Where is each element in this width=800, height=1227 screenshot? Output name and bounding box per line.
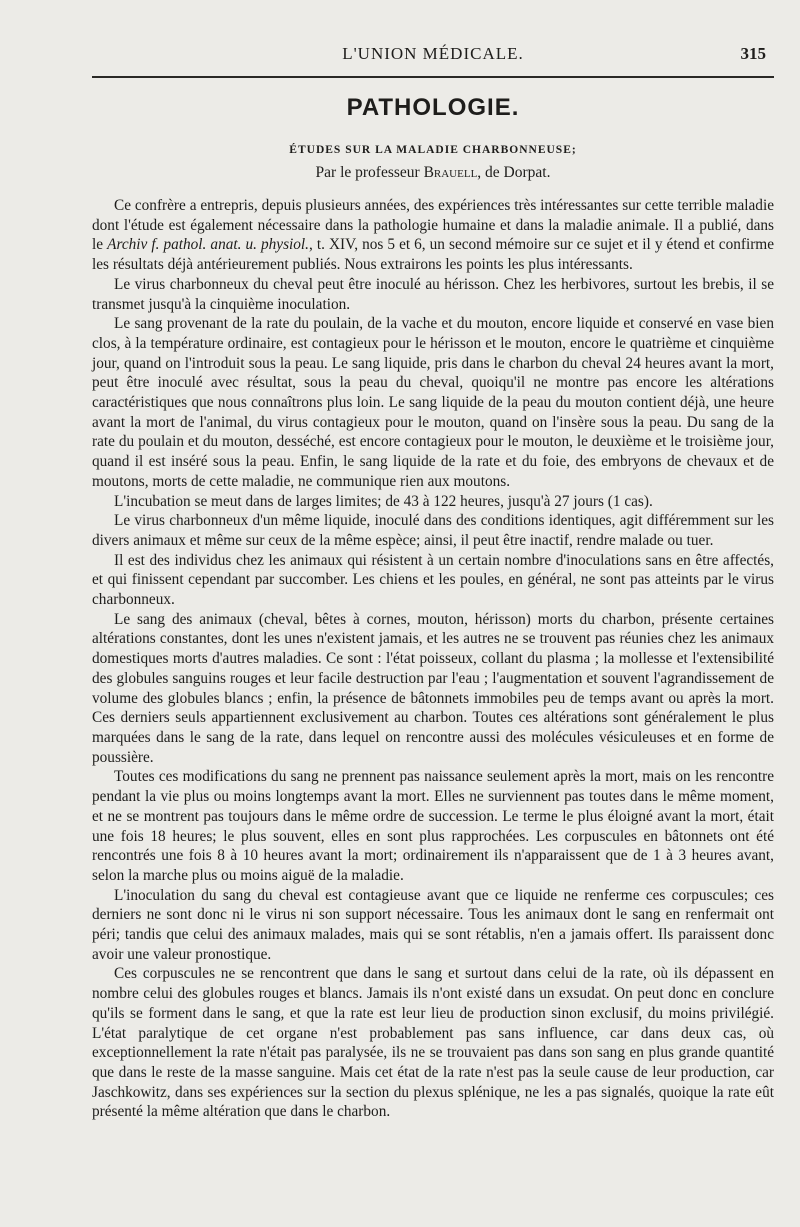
paragraph: Le virus charbonneux du cheval peut être inoculé au hérisson. Chez les herbivores, surtout les brebis, il se transmet jusqu'à la cinquième inoculation. [92,275,774,313]
byline-suffix: , de Dorpat. [477,164,551,181]
page-header [92,44,774,74]
article-title: ÉTUDES SUR LA MALADIE CHARBONNEUSE; [289,144,577,156]
byline [92,164,774,182]
paragraph: Le sang provenant de la rate du poulain, de la vache et du mouton, encore liquide et conservé en vase bien clos, à la température ordinaire, est contagieux pour le hérisson et le mouton, encore le quatrième et cinquième jour, quand on l'introduit sous la peau. Le sang liquide, pris dans le charbon du cheval 24 heures avant la mort, peut être inoculé avec résultat, sous la peau du cheval, quoiqu'il ne montre pas encore les altérations caractéristiques que nous connaîtrons plus loin. Le sang liquide de la peau du mouton contient déjà, une heure avant la mort de l'animal, du virus contagieux pour le mouton, quand on l'insère sous la peau. Du sang de la rate du poulain et du mouton, desséché, est encore contagieux pour le mouton, le deuxième et le troisième jour, quand il est inséré sous la peau. Enfin, le sang liquide de la rate et du foie, des embryons de chevaux et de moutons, morts de cette maladie, ne communique rien aux moutons. [92,315,774,490]
paragraph [92,196,774,275]
header-rule [92,76,774,78]
paragraph-text: , t. XIV, nos 5 et 6, un second mémoire sur ce sujet et il y étend et confirme les résultats déjà antérieurement publiés. Nous extrairons les points les plus intéressants. [92,236,774,274]
author-name: Brauell [423,164,478,181]
page-number: 315 [740,44,766,63]
journal-title: Archiv f. pathol. anat. u. physiol. [107,236,310,254]
paragraph-text: Ce confrère a entrepris, depuis plusieurs années, des expériences très intéressantes sur cette terrible maladie dont l'étude est également nécessaire dans la pathologie humaine et dans la maladie animale. Il a publié, dans le [92,197,774,254]
article-body [92,196,774,1122]
paragraph: L'inoculation du sang du cheval est contagieuse avant que ce liquide ne renferme ces corpuscules; ces derniers ne sont donc ni le virus ni son support nécessaire. Tous les animaux dont le sang en renfermait ont péri; tandis que celui des animaux malades, mais qui se sont rétablis, n'en a jamais offert. Ils paraissent donc avoir une valeur pronostique. [92,886,774,963]
byline-prefix: Par le professeur [315,164,424,181]
paragraph: Il est des individus chez les animaux qui résistent à un certain nombre d'inoculations sans en être affectés, et qui finissent cependant par succomber. Les chiens et les poules, en général, ne sont pas atteints par le virus charbonneux. [92,551,774,609]
running-title: L'UNION MÉDICALE. [342,44,524,63]
paragraph: Le virus charbonneux d'un même liquide, inoculé dans des conditions identiques, agit différemment sur les divers animaux et même sur ceux de la même espèce; ainsi, il peut être inactif, rendre malade ou tuer. [92,512,774,549]
paragraph: Ces corpuscules ne se rencontrent que dans le sang et surtout dans celui de la rate, où ils dépassent en nombre celui des globules rouges et blancs. Jamais ils n'ont existé dans un exsudat. On peut donc en conclure qu'ils se forment dans le sang, et que la rate est leur lieu de production sinon exclusif, du moins privilégié. L'état paralytique de cet organe n'est probablement pas sans influence, car dans deux cas, où exceptionnellement la rate n'était pas paralysée, ils ne se trouvaient pas dans son sang en plus grande quantité que dans le reste de la masse sanguine. Mais cet état de la rate n'est pas la seule cause de leur production, car Jaschkowitz, dans ses expériences sur la section du plexus splénique, ne les a pas signalés, quoique la rate eût présenté la même altération que dans le charbon. [92,965,774,1121]
paragraph: Le sang des animaux (cheval, bêtes à cornes, mouton, hérisson) morts du charbon, présente certaines altérations constantes, dont les unes n'existent jamais, et les autres ne se trouvent pas réunies chez les animaux domestiques morts d'autres maladies. Ce sont : l'état poisseux, collant du plasma ; la mollesse et l'extensibilité des globules sanguins rouges et leur facile destruction par l'eau ; l'augmentation et souvent l'agrandissement de volume des globules blancs ; enfin, la présence de bâtonnets immobiles peu de temps avant ou après la mort. Ces derniers seuls appartiennent exclusivement au charbon. Toutes ces altérations sont généralement le plus marquées dans le sang de la rate, dans lequel on rencontre aussi des molécules vésiculeuses et en forme de poussière. [92,610,774,766]
paragraph: Toutes ces modifications du sang ne prennent pas naissance seulement après la mort, mais on les rencontre pendant la vie plus ou moins longtemps avant la mort. Elles ne surviennent pas toutes dans le même moment, et ne se montrent pas toujours dans le même ordre de succession. Le terme le plus éloigné avant la mort, était une fois 18 heures; le plus souvent, elles en sont plus rapprochées. Les corpuscules en bâtonnets ont été rencontrés une fois 8 à 10 heures avant la mort; ordinairement ils n'apparaissent que de 1 à 3 heures avant, selon la marche plus ou moins aiguë de la maladie. [92,768,774,884]
paragraph: L'incubation se meut dans de larges limites; de 43 à 122 heures, jusqu'à 27 jours (1 cas). [114,492,653,510]
section-title: PATHOLOGIE. [346,94,520,121]
